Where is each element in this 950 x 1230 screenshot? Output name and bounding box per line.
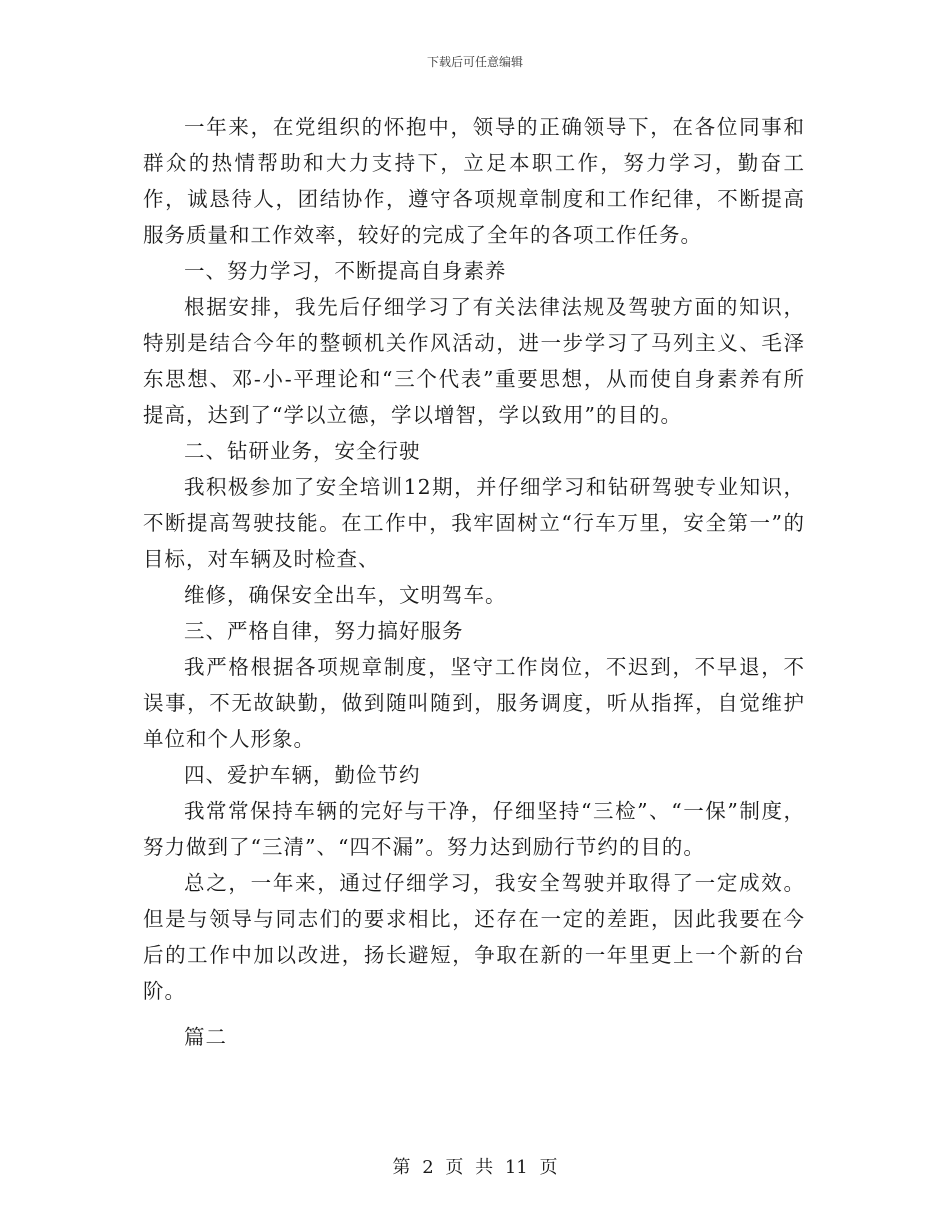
section-paragraph-3: 我严格根据各项规章制度，坚守工作岗位，不迟到，不早退，不误事，不无故缺勤，做到随叫随到，服务调度，听从指挥，自觉维护单位和个人形象。 bbox=[143, 655, 805, 751]
section-paragraph-2a: 我积极参加了安全培训12期，并仔细学习和钻研驾驶专业知识，不断提高驾驶技能。在工作中，我牢固树立“行车万里，安全第一”的目标，对车辆及时检查、 bbox=[143, 475, 805, 571]
section-heading-2: 二、钻研业务，安全行驶 bbox=[184, 439, 421, 463]
part-two-heading: 篇二 bbox=[184, 1025, 227, 1049]
section-heading-1: 一、努力学习，不断提高自身素养 bbox=[184, 259, 507, 283]
page-number-footer: 第 2 页 共 11 页 bbox=[392, 1157, 558, 1178]
section-paragraph-1: 根据安排，我先后仔细学习了有关法律法规及驾驶方面的知识，特别是结合今年的整顿机关作风活动，进一步学习了马列主义、毛泽东思想、邓-小-平理论和“三个代表”重要思想，从而使自身素养有所提高，达到了“学以立德，学以增智，学以致用”的目的。 bbox=[143, 295, 805, 427]
intro-paragraph: 一年来，在党组织的怀抱中，领导的正确领导下，在各位同事和群众的热情帮助和大力支持下，立足本职工作，努力学习，勤奋工作，诚恳待人，团结协作，遵守各项规章制度和工作纪律，不断提高服务质量和工作效率，较好的完成了全年的各项工作任务。 bbox=[143, 115, 805, 247]
document-body bbox=[143, 109, 805, 1055]
page-header: 下载后可任意编辑 bbox=[426, 55, 523, 69]
section-heading-4: 四、爱护车辆，勤俭节约 bbox=[184, 763, 421, 787]
section-paragraph-2b: 维修，确保安全出车，文明驾车。 bbox=[184, 583, 507, 607]
section-heading-3: 三、严格自律，努力搞好服务 bbox=[184, 619, 464, 643]
section-paragraph-4: 我常常保持车辆的完好与干净，仔细坚持“三检”、“一保”制度，努力做到了“三清”、“四不漏”。努力达到励行节约的目的。 bbox=[143, 799, 805, 859]
summary-paragraph: 总之，一年来，通过仔细学习，我安全驾驶并取得了一定成效。但是与领导与同志们的要求相比，还存在一定的差距，因此我要在今后的工作中加以改进，扬长避短，争取在新的一年里更上一个新的台阶。 bbox=[143, 871, 805, 1003]
